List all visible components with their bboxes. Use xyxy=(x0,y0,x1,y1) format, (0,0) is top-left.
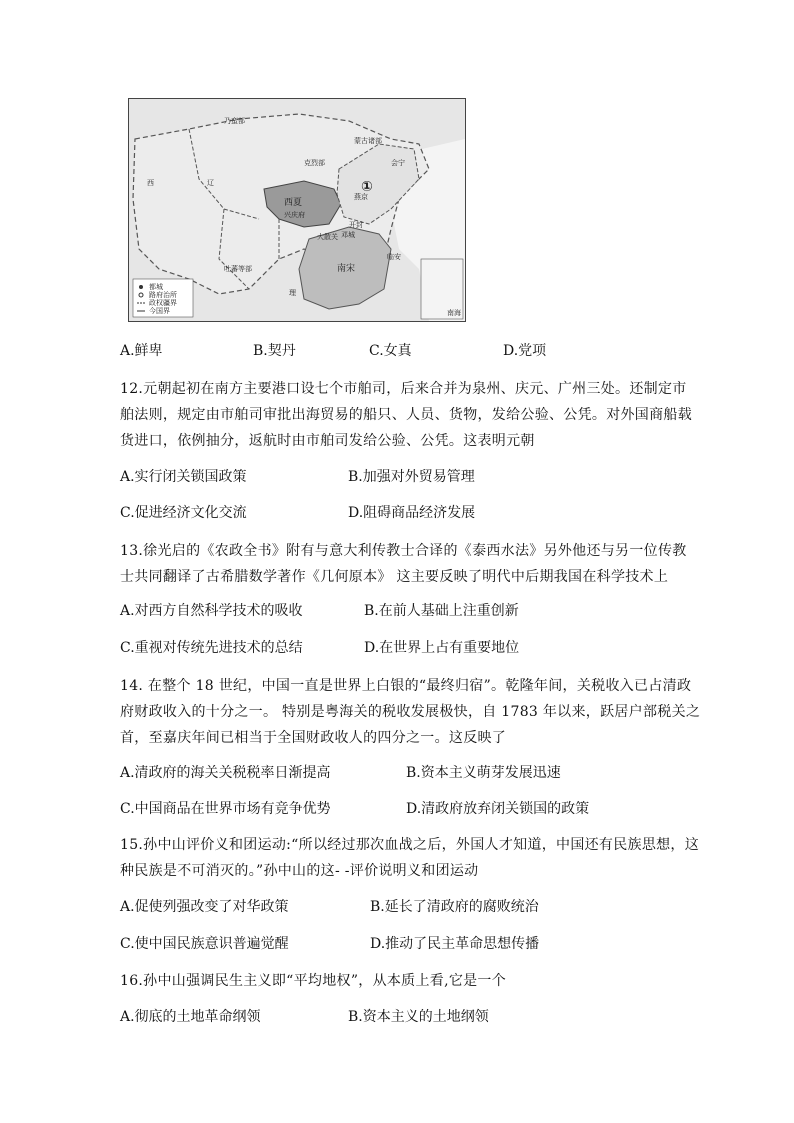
q12-option-d: D.阻碍商品经济发展 xyxy=(348,505,476,521)
q11-option-c: C.女真 xyxy=(369,343,412,359)
region-label: 西 xyxy=(147,179,154,187)
region-label: 克烈部 xyxy=(304,159,325,167)
q13-option-d: D.在世界上占有重要地位 xyxy=(364,640,520,656)
q16-option-b: B.资本主义的土地纲领 xyxy=(348,1009,489,1025)
q15-option-c: C.使中国民族意识普遍觉醒 xyxy=(120,936,289,952)
q12-option-c: C.促进经济文化交流 xyxy=(120,505,247,521)
q11-option-d: D.党项 xyxy=(503,343,547,359)
region-label: 理 xyxy=(289,289,296,297)
legend-item: 政权疆界 xyxy=(149,299,177,307)
q14-option-c: C.中国商品在世界市场有竞争优势 xyxy=(120,801,331,817)
q12-stem-line: 货进口，依例抽分，返航时由市舶司发给公验、公凭。这表明元朝 xyxy=(120,433,535,449)
q13-stem-line: 13.徐光启的《农政全书》附有与意大利传教士合译的《泰西水法》另外他还与另一位传教 xyxy=(120,543,687,559)
q15-option-b: B.延长了清政府的腐败统治 xyxy=(370,899,539,915)
legend-item: 路府治所 xyxy=(149,291,177,299)
region-label: 南宋 xyxy=(337,264,356,274)
map-drawing xyxy=(129,99,465,321)
q14-option-b: B.资本主义萌芽发展迅速 xyxy=(406,765,561,781)
q14-stem-line: 14. 在整个 18 世纪，中国一直是世界上白银的“最终归宿”。乾隆年间，关税收入已占清政 xyxy=(120,678,692,694)
q14-stem-line: 府财政收入的十分之一。 特别是粤海关的税收发展极快，自 1783 年以来，跃居户部税关之 xyxy=(120,704,701,720)
city-label: 兴庆府 xyxy=(284,211,305,219)
historical-map xyxy=(128,98,466,322)
q14-option-d: D.清政府放弃闭关锁国的政策 xyxy=(406,801,590,817)
region-label: 辽 xyxy=(207,179,214,187)
city-label: 燕京 xyxy=(354,193,368,201)
q14-stem-line: 首，至嘉庆年间已相当于全国财政收人的四分之一。这反映了 xyxy=(120,730,507,746)
region-label: 乃蛮部 xyxy=(224,117,245,125)
city-label: 开封 xyxy=(349,221,363,229)
region-label: 吐蕃等部 xyxy=(224,265,252,273)
region-label: 蒙古诸部 xyxy=(354,137,382,145)
q11-option-a: A.鲜卑 xyxy=(120,343,163,359)
map-marker: ① xyxy=(361,179,373,195)
legend-item: 都城 xyxy=(149,283,163,291)
q13-option-c: C.重视对传统先进技术的总结 xyxy=(120,640,303,656)
q14-option-a: A.清政府的海关关税税率日渐提高 xyxy=(120,765,331,781)
city-label: 临安 xyxy=(387,253,401,261)
q13-option-b: B.在前人基础上注重创新 xyxy=(364,603,519,619)
q12-stem-line: 12.元朝起初在南方主要港口设七个市舶司，后来合并为泉州、庆元、广州三处。还制定市 xyxy=(120,381,687,397)
q11-option-b: B.契丹 xyxy=(253,343,296,359)
city-label: 大散关 xyxy=(317,233,338,241)
inset-label: 南海 xyxy=(447,309,461,317)
q15-stem-line: 15.孙中山评价义和团运动:“所以经过那次血战之后，外国人才知道，中国还有民族思想，这 xyxy=(120,837,700,853)
city-label: 会宁 xyxy=(391,159,405,167)
q13-option-a: A.对西方自然科学技术的吸收 xyxy=(120,603,303,619)
q13-stem-line: 士共同翻译了古希腊数学著作《几何原本》 这主要反映了明代中后期我国在科学技术上 xyxy=(120,569,669,585)
city-label: 邓城 xyxy=(341,231,355,239)
q16-stem-line: 16.孙中山强调民生主义即“平均地权”，从本质上看,它是一个 xyxy=(120,973,507,989)
q12-option-b: B.加强对外贸易管理 xyxy=(348,469,475,485)
q15-option-a: A.促使列强改变了对华政策 xyxy=(120,899,289,915)
legend-item: 今国界 xyxy=(149,307,170,315)
q12-stem-line: 舶法则，规定由市舶司审批出海贸易的船只、人员、货物，发给公验、公凭。对外国商船载 xyxy=(120,407,692,423)
q15-stem-line: 种民族是不可消灭的。”孙中山的这- -评价说明义和团运动 xyxy=(120,863,479,879)
q15-option-d: D.推动了民主革命思想传播 xyxy=(370,936,540,952)
q16-option-a: A.彻底的土地革命纲领 xyxy=(120,1009,261,1025)
q12-option-a: A.实行闭关锁国政策 xyxy=(120,469,247,485)
region-label: 西夏 xyxy=(284,198,303,208)
